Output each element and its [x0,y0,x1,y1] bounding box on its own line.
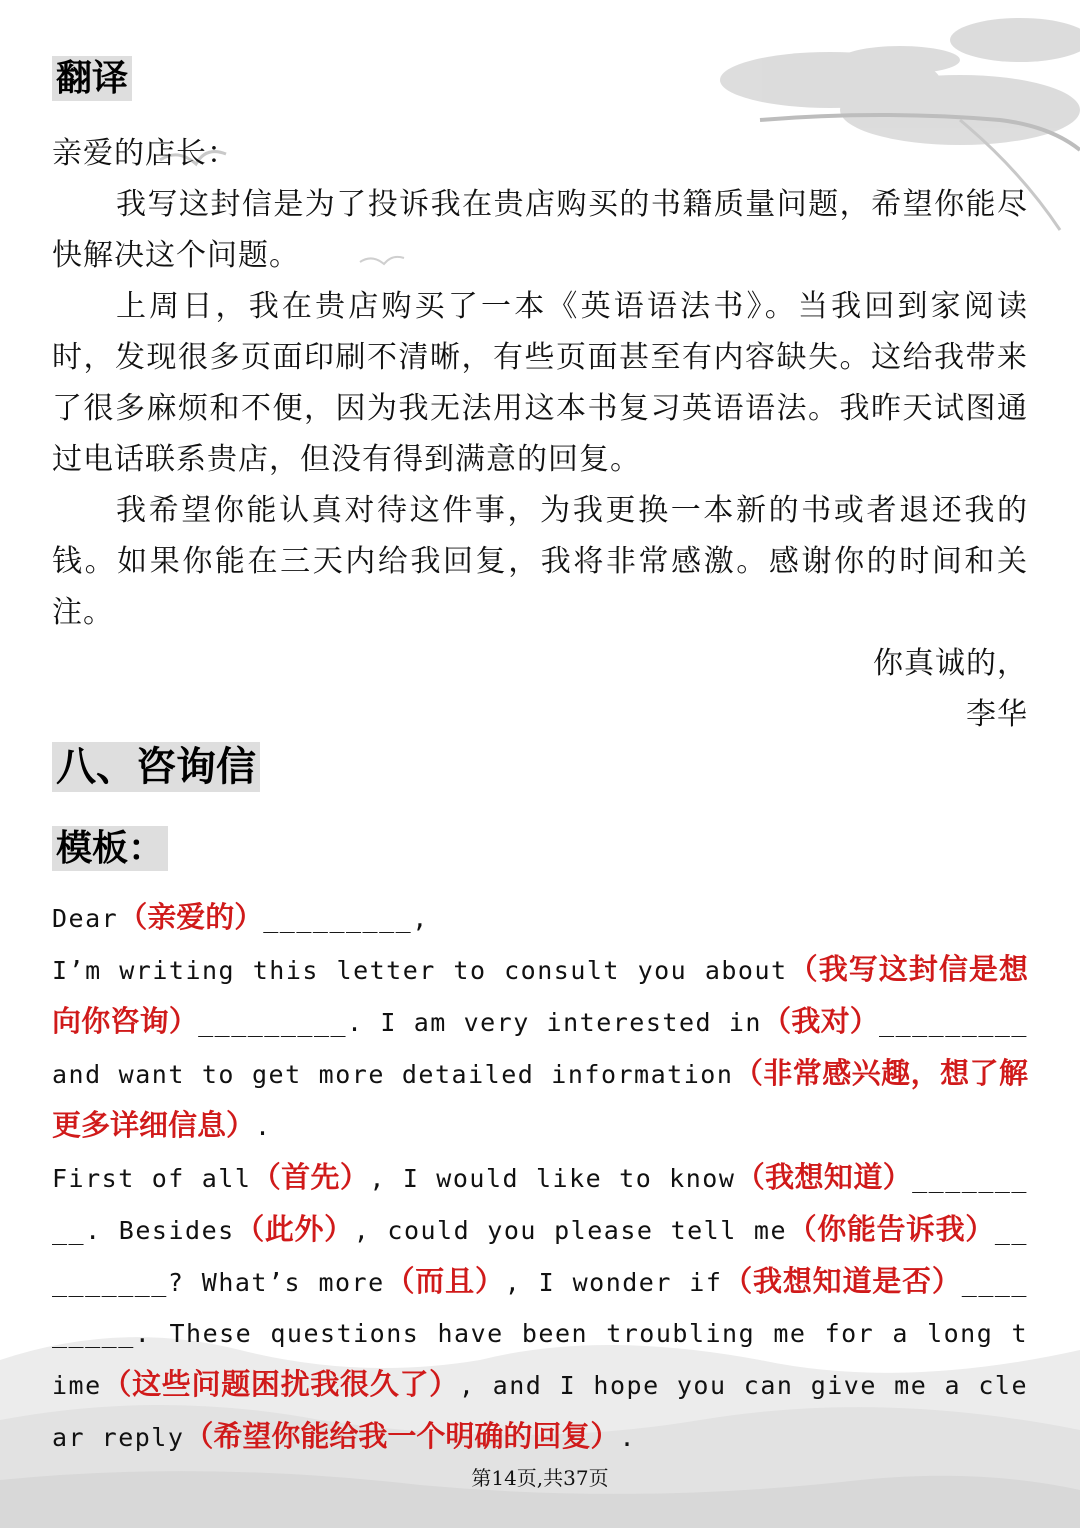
letter-translation [52,128,1028,740]
template-greeting-en: Dear [52,904,119,933]
letter-paragraph-1: 我写这封信是为了投诉我在贵店购买的书籍质量问题，希望你能尽快解决这个问题。 [52,187,1028,273]
template-chinese-gloss: （非常感兴趣，想了解更多详细信息） [52,1056,1028,1142]
template-english-text: , and I hope you can give me a clear reply [52,1371,1028,1452]
template-chinese-gloss: （你能告诉我） [787,1212,995,1246]
section-heading: 八、咨询信 [52,742,260,792]
template-text [52,892,1028,1463]
template-greeting-blank: _________, [263,904,429,933]
template-chinese-gloss: （此外） [234,1212,354,1246]
letter-signature: 李华 [966,697,1028,732]
translation-heading: 翻译 [52,56,132,101]
template-chinese-gloss: （我写这封信是想向你咨询） [52,952,1028,1038]
template-chinese-gloss: （这些问题困扰我很久了） [101,1367,459,1401]
template-paragraph-1 [52,944,1028,1152]
template-english-text: . [619,1423,636,1452]
template-greeting-line [52,892,1028,944]
template-english-text: I’m writing this letter to consult you about [52,956,788,985]
template-english-text: , I would like to know [369,1164,736,1193]
template-chinese-gloss: （首先） [251,1160,370,1194]
template-english-text: _________. Besides [52,1164,1028,1245]
template-chinese-gloss: （我对） [761,1004,880,1038]
template-english-text: _________. These questions have been troubling me for a long time [52,1268,1028,1400]
template-chinese-gloss: （希望你能给我一个明确的回复） [184,1419,620,1453]
template-english-text: , could you please tell me [353,1216,788,1245]
template-english-text: _________? What’s more [52,1216,1028,1297]
template-english-text: First of all [52,1164,252,1193]
template-heading: 模板： [52,826,168,871]
template-english-text: . [255,1112,272,1141]
template-english-text: _________ and want to get more detailed information [52,1008,1028,1089]
template-chinese-gloss: （而且） [384,1264,505,1298]
letter-paragraph-2: 上周日，我在贵店购买了一本《英语语法书》。当我回到家阅读时，发现很多页面印刷不清晰，有些页面甚至有内容缺失。这给我带来了很多麻烦和不便，因为我无法用这本书复习英语语法。我昨天试图通过电话联系贵店，但没有得到满意的回复。 [52,289,1028,477]
template-paragraph-2 [52,1152,1028,1463]
letter-paragraph-3: 我希望你能认真对待这件事，为我更换一本新的书或者退还我的钱。如果你能在三天内给我回复，我将非常感激。感谢你的时间和关注。 [52,493,1028,630]
page-footer: 第14页,共37页 [471,1466,609,1490]
template-chinese-gloss: （我想知道） [735,1160,913,1194]
letter-closing: 你真诚的， [873,646,1028,681]
template-english-text: , I wonder if [504,1268,723,1297]
template-chinese-gloss: （我想知道是否） [722,1264,962,1298]
letter-salutation: 亲爱的店长： [52,136,238,171]
template-english-text: _________. I am very interested in [198,1008,762,1037]
template-greeting-cn: （亲爱的） [118,900,264,934]
